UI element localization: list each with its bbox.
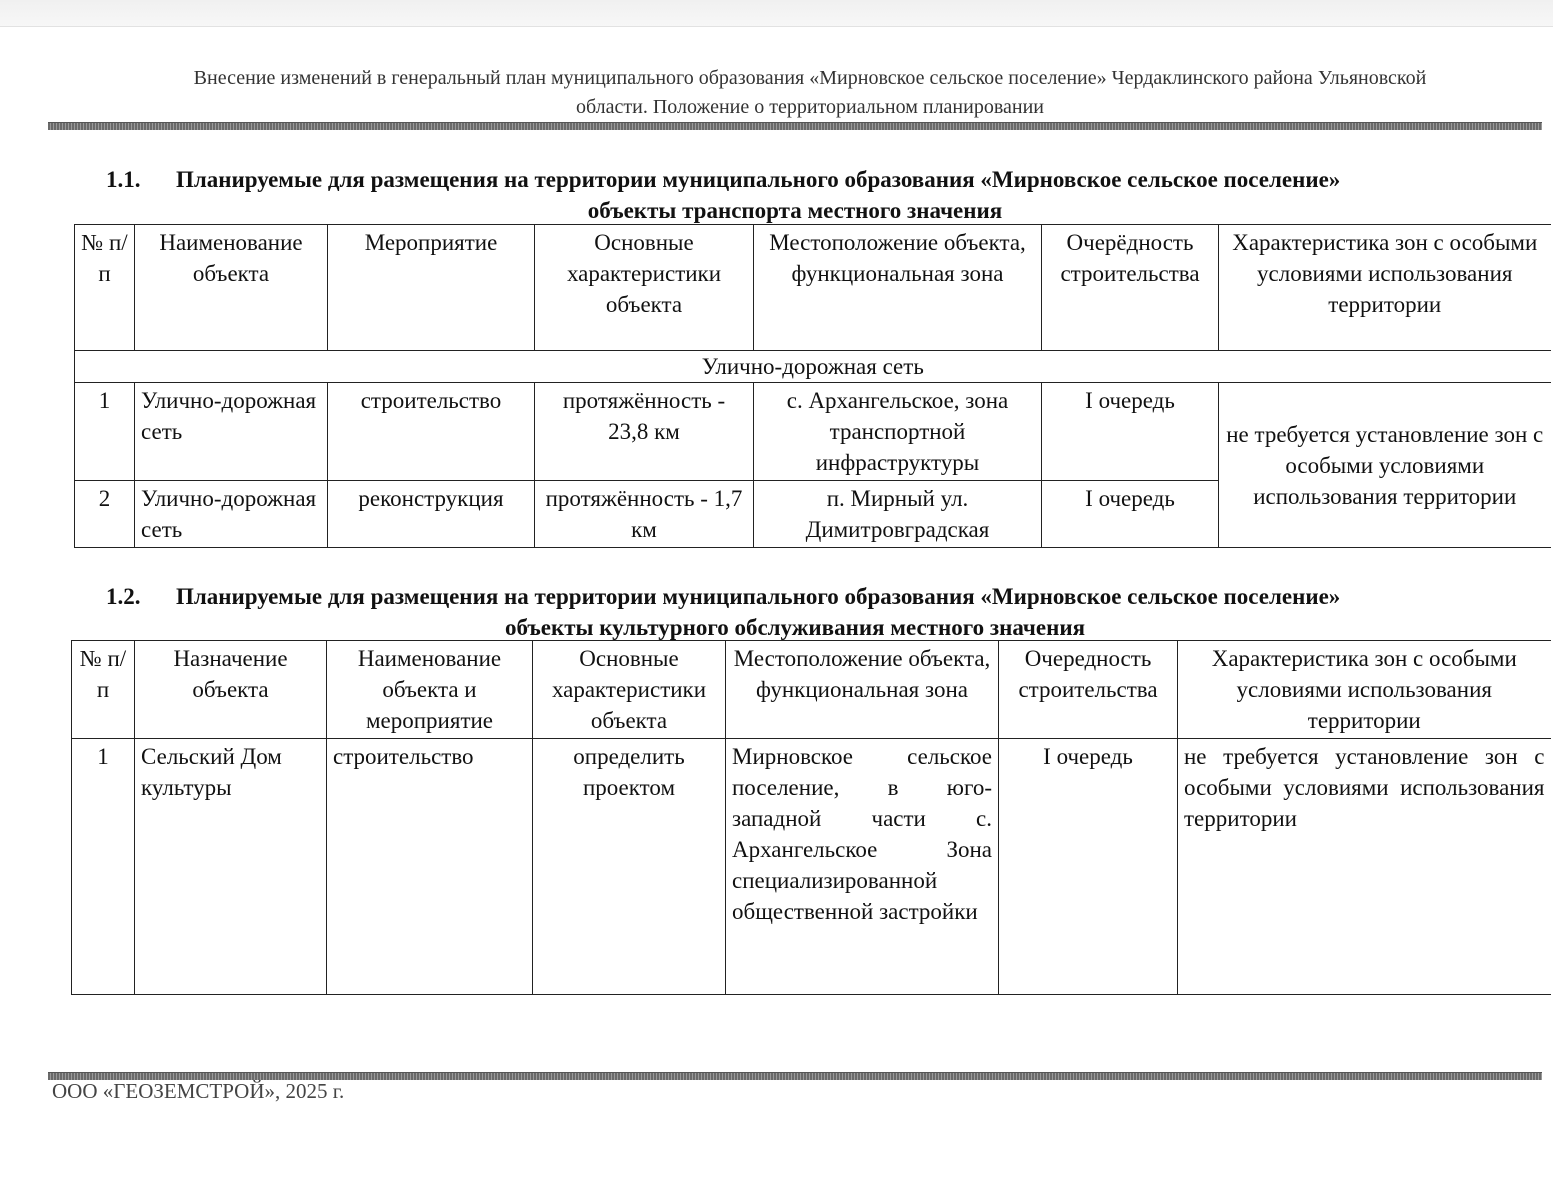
section-2-number: 1.2. <box>106 584 141 609</box>
section-1-number: 1.1. <box>106 167 141 192</box>
group-label: Улично-дорожная сеть <box>75 351 1551 383</box>
row-location: с. Архангельское, зона транспортной инфраструктуры <box>754 383 1042 481</box>
col-characteristics: Основные характеристики объекта <box>535 225 754 351</box>
row-queue: I очередь <box>1042 383 1219 481</box>
header-line-2: области. Положение о территориальном планировании <box>576 96 1044 118</box>
row-zones: не требуется установление зон с особыми условиями использования территории <box>1219 383 1551 548</box>
section-1-title-line1: Планируемые для размещения на территории муниципального образования «Мирновское сельское поселение» <box>176 167 1341 192</box>
row-purpose: Сельский Дом культуры <box>135 739 327 995</box>
header-line-1: Внесение изменений в генеральный план муниципального образования «Мирновское сельское поселение» Чердаклинского района Ульяновской <box>193 67 1427 89</box>
section-1-heading <box>60 164 1553 226</box>
row-name: Улично-дорожная сеть <box>135 383 328 481</box>
row-characteristics: протяжённость - 1,7 км <box>535 481 754 548</box>
col-purpose: Назначение объекта <box>135 641 327 739</box>
row-action: строительство <box>328 383 535 481</box>
group-row <box>75 351 1551 383</box>
footer-company: ООО «ГЕОЗЕМСТРОЙ», 2025 г. <box>52 1079 345 1103</box>
section-2-heading <box>60 581 1553 643</box>
table-header-row <box>75 225 1551 351</box>
section-1-title-line2: объекты транспорта местного значения <box>587 198 1003 223</box>
section-2-title-line2: объекты культурного обслуживания местного значения <box>504 615 1086 640</box>
row-queue: I очередь <box>999 739 1178 995</box>
row-number: 1 <box>72 739 135 995</box>
col-zones: Характеристика зон с особыми условиями использования территории <box>1219 225 1551 351</box>
col-queue: Очередность строительства <box>999 641 1178 739</box>
row-location: п. Мирный ул. Димитровградская <box>754 481 1042 548</box>
header-rule <box>48 122 1542 130</box>
transport-table <box>74 224 1551 548</box>
col-location: Местоположение объекта, функциональная зона <box>726 641 999 739</box>
col-characteristics: Основные характеристики объекта <box>533 641 726 739</box>
row-zones: не требуется установление зон с особыми условиями использования территории <box>1178 739 1551 995</box>
col-action: Мероприятие <box>328 225 535 351</box>
row-number: 2 <box>75 481 135 548</box>
row-name: Улично-дорожная сеть <box>135 481 328 548</box>
col-location: Местоположение объекта, функциональная зона <box>754 225 1042 351</box>
col-name-action: Наименование объекта и мероприятие <box>327 641 533 739</box>
row-action: реконструкция <box>328 481 535 548</box>
row-queue: I очередь <box>1042 481 1219 548</box>
culture-table <box>71 640 1551 995</box>
row-name-action: строительство <box>327 739 533 995</box>
document-header <box>60 64 1553 122</box>
col-number: № п/п <box>72 641 135 739</box>
section-2-title-line1: Планируемые для размещения на территории муниципального образования «Мирновское сельское поселение» <box>176 584 1341 609</box>
row-location: Мирновское сельское поселение, в юго-западной части с. Архангельское Зона специализированной общественной застройки <box>726 739 999 995</box>
row-number: 1 <box>75 383 135 481</box>
table-header-row <box>72 641 1551 739</box>
col-number: № п/п <box>75 225 135 351</box>
col-queue: Очерёдность строительства <box>1042 225 1219 351</box>
col-name: Наименование объекта <box>135 225 328 351</box>
row-characteristics: протяжённость - 23,8 км <box>535 383 754 481</box>
scan-edge <box>0 0 1553 27</box>
table-row <box>72 739 1551 995</box>
table-row <box>75 383 1551 481</box>
col-zones: Характеристика зон с особыми условиями использования территории <box>1178 641 1551 739</box>
row-characteristics: определить проектом <box>533 739 726 995</box>
